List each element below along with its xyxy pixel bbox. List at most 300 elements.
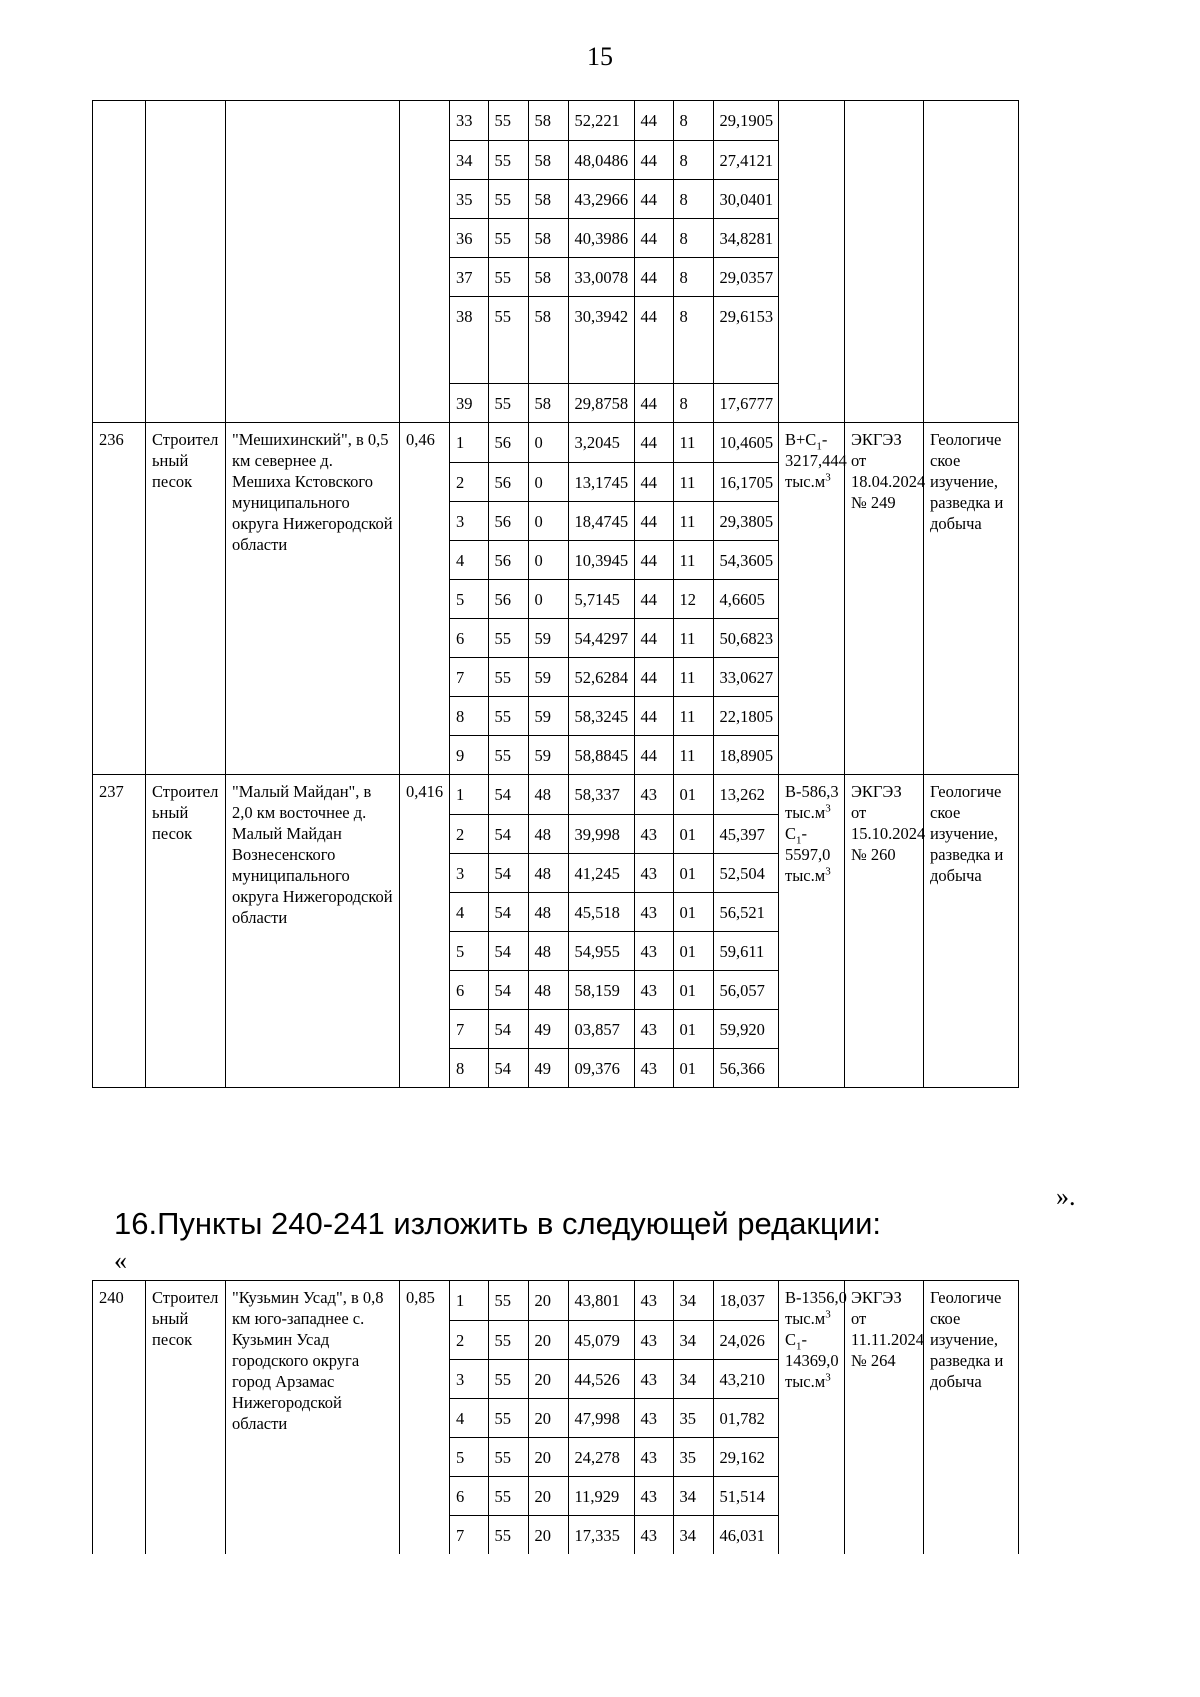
lon-sec-cell: 52,504 (713, 853, 779, 892)
coordinates-cell (450, 423, 779, 775)
coordinate-row (450, 383, 779, 422)
registry-row (93, 101, 1019, 423)
lon-deg-cell: 44 (634, 423, 673, 462)
area-cell (400, 775, 450, 1088)
point-num-cell: 5 (450, 931, 488, 970)
lon-deg-cell: 44 (634, 296, 673, 383)
lon-deg-cell: 43 (634, 1398, 673, 1437)
lat-min-cell: 48 (528, 970, 568, 1009)
lat-min-cell: 59 (528, 696, 568, 735)
reserves-cell-text: В-1356,0 $тыс.м^3$ $С_1-14369,0$ $тыс.м^3$ (785, 1288, 847, 1391)
coordinate-row (450, 101, 779, 140)
usage-cell (924, 423, 1019, 775)
lon-deg-cell: 44 (634, 218, 673, 257)
coordinate-row (450, 423, 779, 462)
point-num-cell: 37 (450, 257, 488, 296)
coordinate-row (450, 775, 779, 814)
coordinate-row (450, 296, 779, 383)
reserves-cell-text: В-586,3 $тыс.м^3$ $С_1-5597,0$ $тыс.м^3$ (785, 782, 839, 885)
coordinate-row (450, 1515, 779, 1554)
lon-min-cell: 01 (673, 892, 713, 931)
lat-deg-cell: 55 (488, 735, 528, 774)
coordinate-row (450, 853, 779, 892)
point-num-cell: 4 (450, 540, 488, 579)
lon-min-cell: 01 (673, 775, 713, 814)
lon-sec-cell: 01,782 (713, 1398, 779, 1437)
lat-deg-cell: 56 (488, 540, 528, 579)
lon-sec-cell: 43,210 (713, 1359, 779, 1398)
lat-sec-cell: 54,4297 (568, 618, 634, 657)
point-num-cell: 8 (450, 1048, 488, 1087)
area-cell (400, 423, 450, 775)
lon-min-cell: 8 (673, 257, 713, 296)
lat-sec-cell: 29,8758 (568, 383, 634, 422)
lat-min-cell: 48 (528, 853, 568, 892)
lon-min-cell: 8 (673, 140, 713, 179)
location-cell-text: "Мешихинский", в 0,5 км севернее д. Мешиха Кстовского муниципального округа Нижегородской области (232, 430, 393, 554)
lat-deg-cell: 55 (488, 296, 528, 383)
lat-sec-cell: 09,376 (568, 1048, 634, 1087)
lat-min-cell: 20 (528, 1320, 568, 1359)
lat-sec-cell: 39,998 (568, 814, 634, 853)
lat-sec-cell: 24,278 (568, 1437, 634, 1476)
lon-sec-cell: 45,397 (713, 814, 779, 853)
lon-min-cell: 01 (673, 853, 713, 892)
reserves-cell (779, 775, 845, 1088)
lon-deg-cell: 43 (634, 1359, 673, 1398)
item-number-cell-text (93, 101, 145, 107)
lon-sec-cell: 29,0357 (713, 257, 779, 296)
mineral-cell (146, 101, 226, 423)
lat-sec-cell: 58,3245 (568, 696, 634, 735)
lat-deg-cell: 56 (488, 462, 528, 501)
lon-sec-cell: 51,514 (713, 1476, 779, 1515)
lon-sec-cell: 10,4605 (713, 423, 779, 462)
point-num-cell: 1 (450, 775, 488, 814)
lon-deg-cell: 43 (634, 1476, 673, 1515)
registry-row (93, 1281, 1019, 1555)
expertise-cell (845, 1281, 924, 1555)
closing-quote: ». (1056, 1182, 1076, 1211)
lat-min-cell: 48 (528, 775, 568, 814)
lon-min-cell: 35 (673, 1437, 713, 1476)
coordinate-row (450, 1359, 779, 1398)
point-num-cell: 7 (450, 657, 488, 696)
lon-min-cell: 8 (673, 383, 713, 422)
lon-min-cell: 34 (673, 1281, 713, 1320)
point-num-cell: 35 (450, 179, 488, 218)
opening-quote: « (114, 1246, 127, 1275)
lat-min-cell: 0 (528, 501, 568, 540)
point-num-cell: 3 (450, 501, 488, 540)
reserves-cell-text: $В+С_1-3217,444$ $тыс.м^3$ (785, 430, 847, 491)
lat-min-cell: 20 (528, 1359, 568, 1398)
lon-sec-cell: 4,6605 (713, 579, 779, 618)
lat-min-cell: 48 (528, 892, 568, 931)
lat-sec-cell: 13,1745 (568, 462, 634, 501)
lat-min-cell: 58 (528, 179, 568, 218)
item-number-cell (93, 1281, 146, 1555)
point-num-cell: 2 (450, 1320, 488, 1359)
location-cell (226, 1281, 400, 1555)
lon-deg-cell: 43 (634, 1515, 673, 1554)
lat-sec-cell: 58,337 (568, 775, 634, 814)
lon-sec-cell: 56,521 (713, 892, 779, 931)
lat-deg-cell: 55 (488, 218, 528, 257)
lon-sec-cell: 13,262 (713, 775, 779, 814)
coordinate-row (450, 540, 779, 579)
coordinate-row (450, 218, 779, 257)
point-num-cell: 1 (450, 1281, 488, 1320)
lon-min-cell: 11 (673, 696, 713, 735)
lon-sec-cell: 29,3805 (713, 501, 779, 540)
lon-deg-cell: 43 (634, 1048, 673, 1087)
location-cell (226, 775, 400, 1088)
lat-deg-cell: 55 (488, 657, 528, 696)
lon-min-cell: 01 (673, 1009, 713, 1048)
lon-sec-cell: 54,3605 (713, 540, 779, 579)
lat-deg-cell: 55 (488, 1320, 528, 1359)
point-num-cell: 36 (450, 218, 488, 257)
lon-min-cell: 11 (673, 657, 713, 696)
point-num-cell: 7 (450, 1515, 488, 1554)
area-cell (400, 1281, 450, 1555)
area-cell-text: 0,416 (406, 782, 444, 801)
lat-min-cell: 58 (528, 101, 568, 140)
lat-deg-cell: 55 (488, 257, 528, 296)
item-number-cell (93, 775, 146, 1088)
lon-min-cell: 11 (673, 735, 713, 774)
lon-sec-cell: 18,8905 (713, 735, 779, 774)
point-num-cell: 9 (450, 735, 488, 774)
item-number-cell-text: 240 (99, 1288, 124, 1307)
coordinate-row (450, 1398, 779, 1437)
coordinate-row (450, 814, 779, 853)
lon-sec-cell: 17,6777 (713, 383, 779, 422)
lat-sec-cell: 52,6284 (568, 657, 634, 696)
lat-deg-cell: 54 (488, 970, 528, 1009)
lon-min-cell: 01 (673, 931, 713, 970)
lon-sec-cell: 56,366 (713, 1048, 779, 1087)
lat-sec-cell: 44,526 (568, 1359, 634, 1398)
lon-sec-cell: 24,026 (713, 1320, 779, 1359)
lat-sec-cell: 45,079 (568, 1320, 634, 1359)
lon-deg-cell: 44 (634, 462, 673, 501)
lat-min-cell: 58 (528, 383, 568, 422)
point-num-cell: 38 (450, 296, 488, 383)
expertise-cell-text: ЭКГЭЗ от 15.10.2024 № 260 (851, 782, 926, 864)
coordinate-row (450, 1009, 779, 1048)
mineral-cell (146, 1281, 226, 1555)
point-num-cell: 2 (450, 462, 488, 501)
lat-min-cell: 20 (528, 1281, 568, 1320)
lat-sec-cell: 3,2045 (568, 423, 634, 462)
lat-deg-cell: 54 (488, 1048, 528, 1087)
lat-sec-cell: 11,929 (568, 1476, 634, 1515)
lon-min-cell: 11 (673, 501, 713, 540)
lon-deg-cell: 44 (634, 179, 673, 218)
coordinate-row (450, 1476, 779, 1515)
point-num-cell: 6 (450, 1476, 488, 1515)
usage-cell-text: Геологиче ское изучение, разведка и добыча (930, 430, 1004, 533)
lon-sec-cell: 59,920 (713, 1009, 779, 1048)
coordinates-table (450, 775, 779, 1087)
lat-min-cell: 20 (528, 1437, 568, 1476)
lon-min-cell: 01 (673, 970, 713, 1009)
lon-sec-cell: 29,6153 (713, 296, 779, 383)
lat-min-cell: 49 (528, 1009, 568, 1048)
mineral-cell (146, 423, 226, 775)
mineral-cell (146, 775, 226, 1088)
lat-deg-cell: 54 (488, 931, 528, 970)
lat-deg-cell: 55 (488, 383, 528, 422)
lon-deg-cell: 44 (634, 383, 673, 422)
point-num-cell: 34 (450, 140, 488, 179)
point-num-cell: 5 (450, 579, 488, 618)
coordinates-cell (450, 775, 779, 1088)
lat-deg-cell: 55 (488, 140, 528, 179)
lon-deg-cell: 44 (634, 257, 673, 296)
item-number-cell-text: 237 (99, 782, 124, 801)
lat-min-cell: 0 (528, 462, 568, 501)
lon-min-cell: 34 (673, 1320, 713, 1359)
reserves-cell-text (779, 101, 844, 107)
lon-min-cell: 8 (673, 179, 713, 218)
lat-min-cell: 0 (528, 579, 568, 618)
lat-sec-cell: 17,335 (568, 1515, 634, 1554)
lat-deg-cell: 54 (488, 775, 528, 814)
lat-min-cell: 58 (528, 296, 568, 383)
usage-cell (924, 101, 1019, 423)
lat-deg-cell: 54 (488, 1009, 528, 1048)
area-cell (400, 101, 450, 423)
registry-table-2 (92, 1280, 1019, 1554)
coordinate-row (450, 618, 779, 657)
registry-row (93, 775, 1019, 1088)
location-cell (226, 423, 400, 775)
lat-min-cell: 59 (528, 618, 568, 657)
lon-sec-cell: 18,037 (713, 1281, 779, 1320)
lon-sec-cell: 33,0627 (713, 657, 779, 696)
lat-deg-cell: 55 (488, 618, 528, 657)
lat-min-cell: 48 (528, 814, 568, 853)
lon-deg-cell: 44 (634, 579, 673, 618)
lon-deg-cell: 43 (634, 892, 673, 931)
lon-deg-cell: 43 (634, 814, 673, 853)
coordinates-table (450, 1281, 779, 1554)
lat-deg-cell: 55 (488, 1398, 528, 1437)
lat-min-cell: 58 (528, 257, 568, 296)
lon-deg-cell: 44 (634, 618, 673, 657)
expertise-cell-text (845, 101, 923, 107)
lat-sec-cell: 43,801 (568, 1281, 634, 1320)
lat-sec-cell: 40,3986 (568, 218, 634, 257)
lat-sec-cell: 58,159 (568, 970, 634, 1009)
lon-min-cell: 12 (673, 579, 713, 618)
registry-table-1 (92, 100, 1019, 1088)
coordinate-row (450, 501, 779, 540)
expertise-cell-text: ЭКГЭЗ от 18.04.2024 № 249 (851, 430, 926, 512)
expertise-cell (845, 775, 924, 1088)
lat-deg-cell: 56 (488, 579, 528, 618)
expertise-cell (845, 101, 924, 423)
lon-sec-cell: 27,4121 (713, 140, 779, 179)
point-num-cell: 8 (450, 696, 488, 735)
location-cell-text: "Малый Майдан", в 2,0 км восточнее д. Малый Майдан Вознесенского муниципального округа Нижегородской области (232, 782, 393, 927)
section-heading: 16.Пункты 240-241 изложить в следующей редакции: (114, 1206, 881, 1241)
lat-min-cell: 20 (528, 1398, 568, 1437)
lon-min-cell: 8 (673, 218, 713, 257)
coordinate-row (450, 1437, 779, 1476)
expertise-cell (845, 423, 924, 775)
lon-min-cell: 8 (673, 101, 713, 140)
lon-sec-cell: 29,162 (713, 1437, 779, 1476)
coordinate-row (450, 931, 779, 970)
usage-cell-text (924, 101, 1018, 107)
lon-deg-cell: 43 (634, 853, 673, 892)
lon-min-cell: 11 (673, 462, 713, 501)
lat-deg-cell: 55 (488, 1437, 528, 1476)
usage-cell-text: Геологиче ское изучение, разведка и добыча (930, 1288, 1004, 1391)
coordinate-row (450, 892, 779, 931)
lat-min-cell: 0 (528, 423, 568, 462)
point-num-cell: 1 (450, 423, 488, 462)
location-cell-text: "Кузьмин Усад", в 0,8 км юго-западнее с. Кузьмин Усад городского округа город Арзамас Нижегородской области (232, 1288, 384, 1433)
reserves-cell (779, 423, 845, 775)
lat-min-cell: 20 (528, 1476, 568, 1515)
lat-sec-cell: 18,4745 (568, 501, 634, 540)
lon-sec-cell: 50,6823 (713, 618, 779, 657)
lon-deg-cell: 43 (634, 931, 673, 970)
lon-deg-cell: 43 (634, 970, 673, 1009)
lon-sec-cell: 16,1705 (713, 462, 779, 501)
mineral-cell-text (146, 101, 225, 107)
lon-deg-cell: 44 (634, 735, 673, 774)
lon-deg-cell: 43 (634, 1009, 673, 1048)
area-cell-text (400, 101, 449, 107)
point-num-cell: 4 (450, 1398, 488, 1437)
lon-sec-cell: 46,031 (713, 1515, 779, 1554)
coordinate-row (450, 579, 779, 618)
lat-deg-cell: 55 (488, 696, 528, 735)
lat-sec-cell: 48,0486 (568, 140, 634, 179)
lon-min-cell: 8 (673, 296, 713, 383)
lon-min-cell: 11 (673, 423, 713, 462)
location-cell-text (226, 101, 399, 107)
lat-min-cell: 48 (528, 931, 568, 970)
lat-sec-cell: 03,857 (568, 1009, 634, 1048)
coordinate-row (450, 462, 779, 501)
lat-sec-cell: 47,998 (568, 1398, 634, 1437)
point-num-cell: 4 (450, 892, 488, 931)
lat-min-cell: 58 (528, 218, 568, 257)
usage-cell (924, 1281, 1019, 1555)
lon-min-cell: 35 (673, 1398, 713, 1437)
lat-deg-cell: 55 (488, 101, 528, 140)
coordinate-row (450, 657, 779, 696)
lon-deg-cell: 44 (634, 540, 673, 579)
lat-sec-cell: 43,2966 (568, 179, 634, 218)
item-number-cell (93, 423, 146, 775)
lat-deg-cell: 55 (488, 1515, 528, 1554)
lon-min-cell: 11 (673, 618, 713, 657)
lat-sec-cell: 41,245 (568, 853, 634, 892)
lat-sec-cell: 10,3945 (568, 540, 634, 579)
coordinates-table (450, 423, 779, 774)
coordinate-row (450, 1320, 779, 1359)
item-number-cell-text: 236 (99, 430, 124, 449)
page-number: 15 (587, 42, 613, 71)
lat-min-cell: 59 (528, 735, 568, 774)
lon-deg-cell: 44 (634, 101, 673, 140)
area-cell-text: 0,85 (406, 1288, 435, 1307)
lat-deg-cell: 54 (488, 814, 528, 853)
lat-min-cell: 58 (528, 140, 568, 179)
point-num-cell: 3 (450, 853, 488, 892)
location-cell (226, 101, 400, 423)
usage-cell (924, 775, 1019, 1088)
coordinate-row (450, 179, 779, 218)
lat-min-cell: 59 (528, 657, 568, 696)
coordinates-cell (450, 101, 779, 423)
coordinate-row (450, 970, 779, 1009)
coordinate-row (450, 696, 779, 735)
lon-deg-cell: 44 (634, 140, 673, 179)
coordinates-cell (450, 1281, 779, 1555)
point-num-cell: 6 (450, 970, 488, 1009)
lon-deg-cell: 44 (634, 696, 673, 735)
point-num-cell: 3 (450, 1359, 488, 1398)
coordinate-row (450, 140, 779, 179)
lat-deg-cell: 56 (488, 501, 528, 540)
mineral-cell-text: Строител ьный песок (152, 1288, 219, 1349)
lon-min-cell: 11 (673, 540, 713, 579)
lat-sec-cell: 5,7145 (568, 579, 634, 618)
lat-deg-cell: 54 (488, 892, 528, 931)
point-num-cell: 5 (450, 1437, 488, 1476)
usage-cell-text: Геологиче ское изучение, разведка и добыча (930, 782, 1004, 885)
reserves-cell (779, 1281, 845, 1555)
lat-deg-cell: 55 (488, 1476, 528, 1515)
lon-min-cell: 34 (673, 1476, 713, 1515)
expertise-cell-text: ЭКГЭЗ от 11.11.2024 № 264 (851, 1288, 925, 1370)
point-num-cell: 6 (450, 618, 488, 657)
point-num-cell: 2 (450, 814, 488, 853)
lon-sec-cell: 29,1905 (713, 101, 779, 140)
lon-deg-cell: 44 (634, 501, 673, 540)
lon-sec-cell: 30,0401 (713, 179, 779, 218)
coordinate-row (450, 257, 779, 296)
lon-deg-cell: 43 (634, 1281, 673, 1320)
lon-deg-cell: 44 (634, 657, 673, 696)
lat-sec-cell: 54,955 (568, 931, 634, 970)
lat-sec-cell: 30,3942 (568, 296, 634, 383)
point-num-cell: 39 (450, 383, 488, 422)
mineral-cell-text: Строител ьный песок (152, 782, 219, 843)
lon-deg-cell: 43 (634, 1437, 673, 1476)
lat-sec-cell: 58,8845 (568, 735, 634, 774)
reserves-cell (779, 101, 845, 423)
lat-deg-cell: 55 (488, 179, 528, 218)
registry-row (93, 423, 1019, 775)
lon-min-cell: 34 (673, 1359, 713, 1398)
coordinates-table (450, 101, 779, 422)
lon-min-cell: 34 (673, 1515, 713, 1554)
lat-sec-cell: 45,518 (568, 892, 634, 931)
lat-deg-cell: 55 (488, 1359, 528, 1398)
lat-min-cell: 0 (528, 540, 568, 579)
lat-sec-cell: 52,221 (568, 101, 634, 140)
